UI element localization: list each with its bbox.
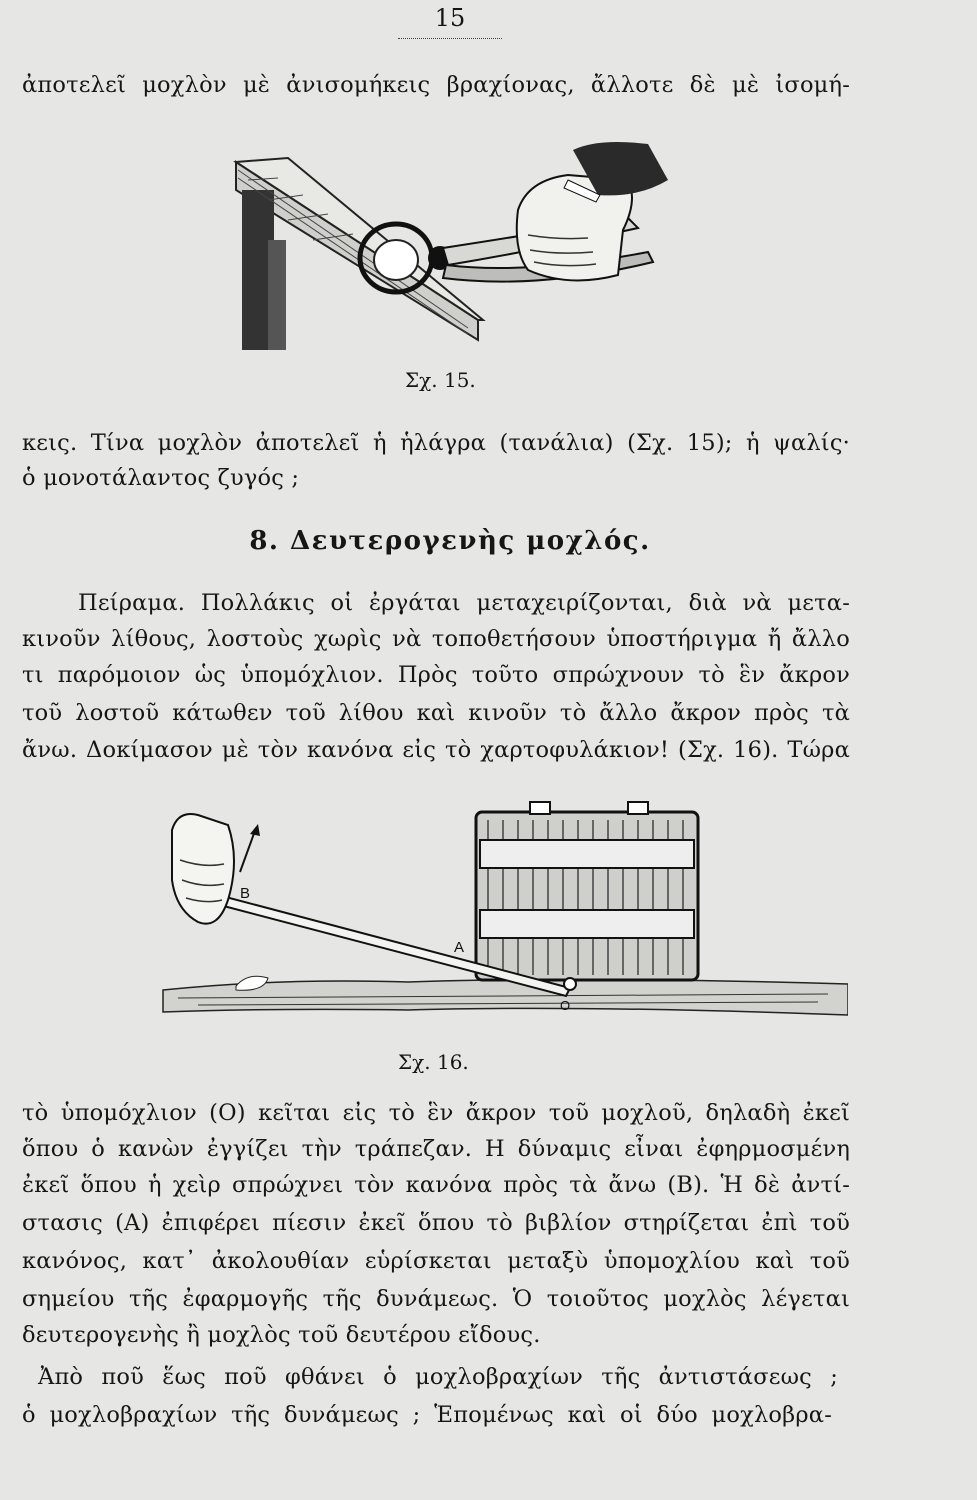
text-line: τι παρόμοιον ὡς ὑπομόχλιον. Πρὸς τοῦτο σπρώχνουν τὸ ἓν ἄκρον xyxy=(22,662,850,688)
text-line: στασις (Α) ἐπιφέρει πίεσιν ἐκεῖ ὅπου τὸ βιβλίον στηρίζεται ἐπὶ τοῦ xyxy=(22,1210,850,1236)
text-line: ὁ μοχλοβραχίων τῆς δυνάμεως ; Ἑπομένως καὶ οἱ δύο μοχλοβρα- xyxy=(22,1402,832,1428)
text-line: σημείου τῆς ἐφαρμογῆς τῆς δυνάμεως. Ὁ τοιοῦτος μοχλὸς λέγεται xyxy=(22,1286,850,1312)
text-line: κανόνος, κατ᾽ ἀκολουθίαν εὑρίσκεται μεταξὺ ὑπομοχλίου καὶ τοῦ xyxy=(22,1248,850,1274)
label-o: O xyxy=(560,998,571,1013)
text-line: Πείραμα. Πολλάκις οἱ ἐργάται μεταχειρίζονται, διὰ νὰ μετα- xyxy=(78,590,850,616)
text-line: Ἀπὸ ποῦ ἕως ποῦ φθάνει ὁ μοχλοβραχίων τῆς ἀντιστάσεως ; xyxy=(38,1364,838,1390)
text-line: κινοῦν λίθους, λοστοὺς χωρὶς νὰ τοποθετήσουν ὑποστήριγμα ἤ ἄλλο xyxy=(22,626,850,652)
figure-15-caption: Σχ. 15. xyxy=(405,368,476,392)
page-number-rule xyxy=(398,38,502,39)
text-line: δευτερογενὴς ἢ μοχλὸς τοῦ δευτέρου εἴδους. xyxy=(22,1322,541,1348)
figure-pliers-illustration xyxy=(228,140,678,370)
text-line: ὁ μονοτάλαντος ζυγός ; xyxy=(22,465,300,491)
text-line: ἀποτελεῖ μοχλὸν μὲ ἀνισομήκεις βραχίονας, ἄλλοτε δὲ μὲ ἰσομή- xyxy=(22,72,850,98)
text-line: ἐκεῖ ὅπου ἡ χεὶρ σπρώχνει τὸν κανόνα πρὸς τὰ ἄνω (Β). Ἡ δὲ ἀντί- xyxy=(22,1172,850,1198)
text-line: τὸ ὑπομόχλιον (Ο) κεῖται εἰς τὸ ἓν ἄκρον τοῦ μοχλοῦ, δηλαδὴ ἐκεῖ xyxy=(22,1100,850,1126)
label-b: B xyxy=(240,885,251,902)
figure-16-caption: Σχ. 16. xyxy=(398,1050,469,1074)
figure-lever-illustration xyxy=(158,800,848,1040)
text-line: ὅπου ὁ κανὼν ἐγγίζει τὴν τράπεζαν. Η δύναμις εἶναι ἐφηρμοσμένη xyxy=(22,1136,850,1162)
section-heading: 8. Δευτερογενὴς μοχλός. xyxy=(249,526,651,556)
text-line: κεις. Τίνα μοχλὸν ἀποτελεῖ ἡ ἡλάγρα (τανάλια) (Σχ. 15); ἡ ψαλίς· xyxy=(22,430,850,456)
text-line: ἄνω. Δοκίμασον μὲ τὸν κανόνα εἰς τὸ χαρτοφυλάκιον! (Σχ. 16). Τώρα xyxy=(22,737,850,763)
label-a: A xyxy=(454,939,465,956)
page-number: 15 xyxy=(434,4,466,32)
text-line: τοῦ λοστοῦ κάτωθεν τοῦ λίθου καὶ κινοῦν τὸ ἄλλο ἄκρον πρὸς τὰ xyxy=(22,700,850,726)
